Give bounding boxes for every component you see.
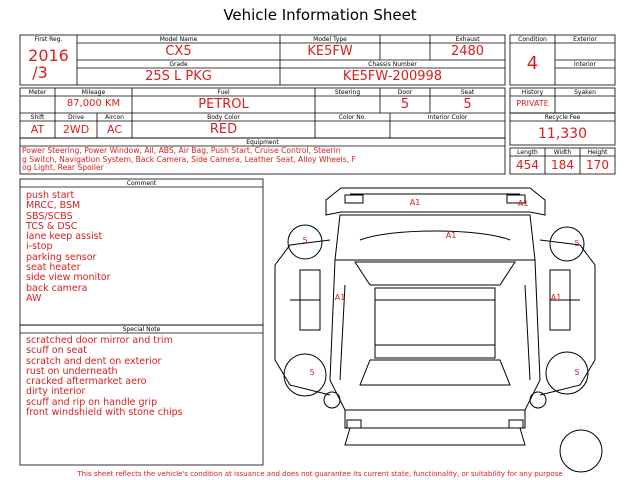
aircon-label: Aircon: [105, 114, 124, 121]
footer-disclaimer: This sheet reflects the vehicle's condition at issuance and does not guarantee its current state, functionality, or suitability for any purpose: [77, 470, 563, 478]
door-label: Door: [397, 89, 413, 96]
body-color-label: Body Color: [207, 114, 240, 121]
length-value: 454: [516, 158, 539, 172]
interior-label: Interior: [574, 61, 596, 68]
first-reg-month: /3: [32, 63, 48, 82]
car-diagram: [275, 188, 602, 472]
seat-value: 5: [463, 97, 472, 112]
grade-label: Grade: [169, 61, 188, 68]
model-name-value: CX5: [165, 44, 192, 59]
syaken-label: Syaken: [574, 89, 596, 96]
grade-value: 25S L PKG: [145, 69, 212, 84]
damage-mark-front-left: A1: [409, 198, 421, 207]
list-item: dirty interior: [26, 386, 86, 398]
condition-label: Condition: [518, 36, 547, 43]
damage-mark-right-side: A1: [550, 293, 562, 302]
mileage-label: Mileage: [81, 89, 106, 96]
damage-mark-hood: A1: [445, 231, 457, 240]
length-label: Length: [517, 149, 538, 156]
drive-value: 2WD: [62, 123, 90, 136]
special-note-label: Special Note: [122, 326, 161, 333]
model-name-label: Model Name: [159, 36, 198, 43]
comment-label: Comment: [126, 180, 157, 187]
chassis-number-label: Chassis Number: [368, 61, 417, 68]
height-label: Height: [587, 149, 608, 156]
exhaust-value: 2480: [450, 44, 485, 59]
history-label: History: [521, 89, 544, 96]
seat-label: Seat: [460, 89, 475, 96]
damage-mark-front-right: A1: [517, 199, 529, 208]
width-label: Width: [553, 149, 572, 156]
list-item: lane keep assist: [26, 231, 103, 243]
interior-color-label: Interior Color: [427, 114, 468, 121]
list-item: seat heater: [26, 262, 81, 274]
steering-label: Steering: [334, 89, 361, 96]
page-title: Vehicle Information Sheet: [223, 6, 417, 24]
tire-mark-rear-left: 5: [309, 368, 315, 377]
equipment-line-2: g Switch, Navigation System, Back Camera, Side Camera, Leather Seat, Alloy Wheels, F: [22, 154, 356, 164]
first-reg-year: 2016: [28, 46, 69, 65]
list-item: front windshield with stone chips: [26, 407, 183, 419]
model-type-value: KE5FW: [307, 44, 353, 59]
aircon-value: AC: [106, 123, 122, 136]
history-value: PRIVATE: [516, 99, 549, 108]
list-item: scuff and rip on handle grip: [26, 396, 158, 408]
meter-label: Meter: [28, 89, 47, 96]
recycle-fee-label: Recycle Fee: [544, 114, 581, 121]
list-item: i-stop: [26, 241, 53, 253]
mileage-value: 87,000 KM: [66, 98, 121, 109]
list-item: scratched door mirror and trim: [26, 335, 173, 346]
list-item: TCS & DSC: [26, 220, 78, 232]
drive-label: Drive: [68, 114, 84, 121]
list-item: SBS/SCBS: [26, 210, 73, 222]
equipment-label: Equipment: [246, 139, 279, 146]
door-value: 5: [400, 97, 410, 112]
list-item: AW: [26, 292, 42, 304]
equipment-line-1: Power Steering, Power Window, All, ABS, Air Bag, Push Start, Cruise Control, Steerin: [22, 147, 341, 155]
list-item: parking sensor: [26, 251, 97, 263]
shift-value: AT: [30, 123, 45, 136]
tire-mark-front-left: 5: [302, 236, 308, 245]
list-item: side view monitor: [26, 272, 111, 284]
damage-mark-left-side: A1: [334, 293, 346, 302]
equipment-text: [22, 147, 502, 173]
fuel-label: Fuel: [217, 89, 230, 96]
condition-value: 4: [526, 53, 539, 74]
list-item: rust on underneath: [26, 365, 118, 377]
list-item: scuff on seat: [26, 345, 87, 357]
comment-list: [26, 191, 260, 304]
list-item: MRCC, BSM: [26, 200, 81, 212]
tire-mark-rear-right: 5: [574, 368, 580, 377]
list-item: push start: [26, 190, 75, 201]
equipment-line-3: og Light, Rear Spoiler: [22, 163, 104, 172]
model-type-label: Model Type: [313, 36, 347, 43]
color-no-label: Color No.: [338, 114, 367, 121]
body-color-value: RED: [209, 122, 238, 137]
width-value: 184: [551, 158, 574, 172]
fuel-value: PETROL: [198, 97, 249, 112]
list-item: scratch and dent on exterior: [26, 355, 162, 367]
first-reg-label: First Reg.: [34, 36, 63, 43]
list-item: cracked aftermarket aero: [26, 376, 147, 388]
exhaust-label: Exhaust: [455, 36, 480, 43]
recycle-fee-value: 11,330: [538, 126, 587, 142]
shift-label: Shift: [30, 114, 45, 121]
special-note-list: [26, 336, 260, 418]
tire-mark-front-right: 5: [574, 239, 580, 248]
list-item: back camera: [26, 282, 88, 294]
exterior-label: Exterior: [573, 36, 597, 43]
height-value: 170: [586, 158, 609, 172]
chassis-number-value: KE5FW-200998: [342, 69, 443, 84]
